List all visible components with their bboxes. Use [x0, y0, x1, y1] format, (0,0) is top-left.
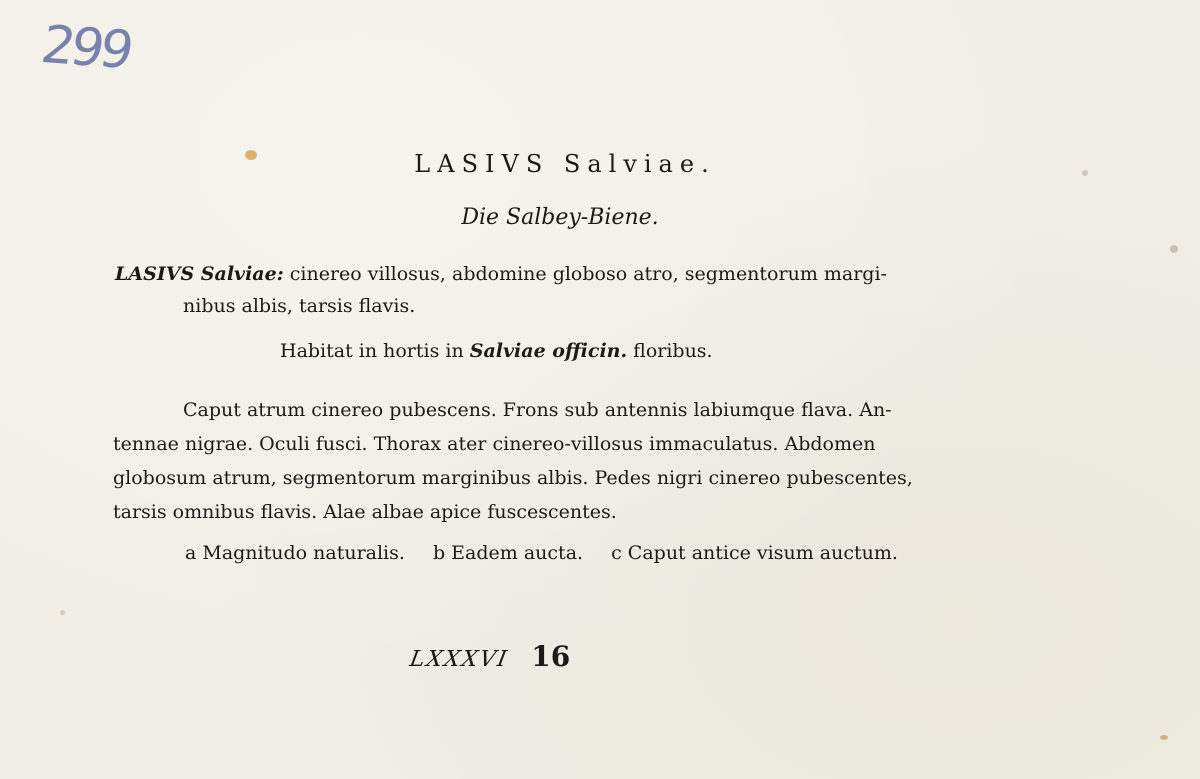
- body-line: globosum atrum, segmentorum marginibus albis. Pedes nigri cinereo pubescentes,: [113, 467, 913, 489]
- paper-speck: [1160, 735, 1168, 740]
- species-name: LASIVS Salviae:: [115, 263, 284, 285]
- paper-speck: [1170, 245, 1178, 253]
- page-subtitle: Die Salbey-Biene.: [461, 205, 659, 230]
- description-line-2: nibus albis, tarsis flavis.: [183, 295, 416, 317]
- description-line-1: [115, 258, 1015, 290]
- habitat-suffix: floribus.: [633, 340, 713, 362]
- paper-speck: [60, 610, 65, 615]
- page-title: LASIVS Salviae.: [414, 150, 716, 178]
- legend-item-b: b Eadem aucta.: [432, 542, 584, 564]
- plate-arabic-number: 16: [531, 640, 571, 673]
- legend-item-c: c Caput antice visum auctum.: [611, 542, 898, 564]
- body-line: tennae nigrae. Oculi fusci. Thorax ater cinereo-villosus immaculatus. Abdomen: [113, 433, 876, 455]
- legend-item-a: a Magnitudo naturalis.: [185, 542, 405, 564]
- plate-number: [407, 640, 571, 673]
- body-line: Caput atrum cinereo pubescens. Frons sub antennis labiumque flava. An-: [183, 399, 892, 421]
- habitat-plant: Salviae officin.: [469, 340, 628, 362]
- body-paragraph: [113, 393, 1013, 529]
- description-text: cinereo villosus, abdomine globoso atro, segmentorum margi-: [289, 263, 887, 285]
- species-description: [115, 258, 1015, 322]
- habitat-prefix: Habitat in hortis in: [280, 340, 464, 362]
- body-line: tarsis omnibus flavis. Alae albae apice fuscescentes.: [113, 501, 617, 523]
- figure-legend: [185, 542, 920, 564]
- pencil-catalog-number: 299: [36, 15, 135, 81]
- habitat-line: [280, 340, 713, 362]
- plate-roman-numeral: LXXXVI: [407, 647, 511, 672]
